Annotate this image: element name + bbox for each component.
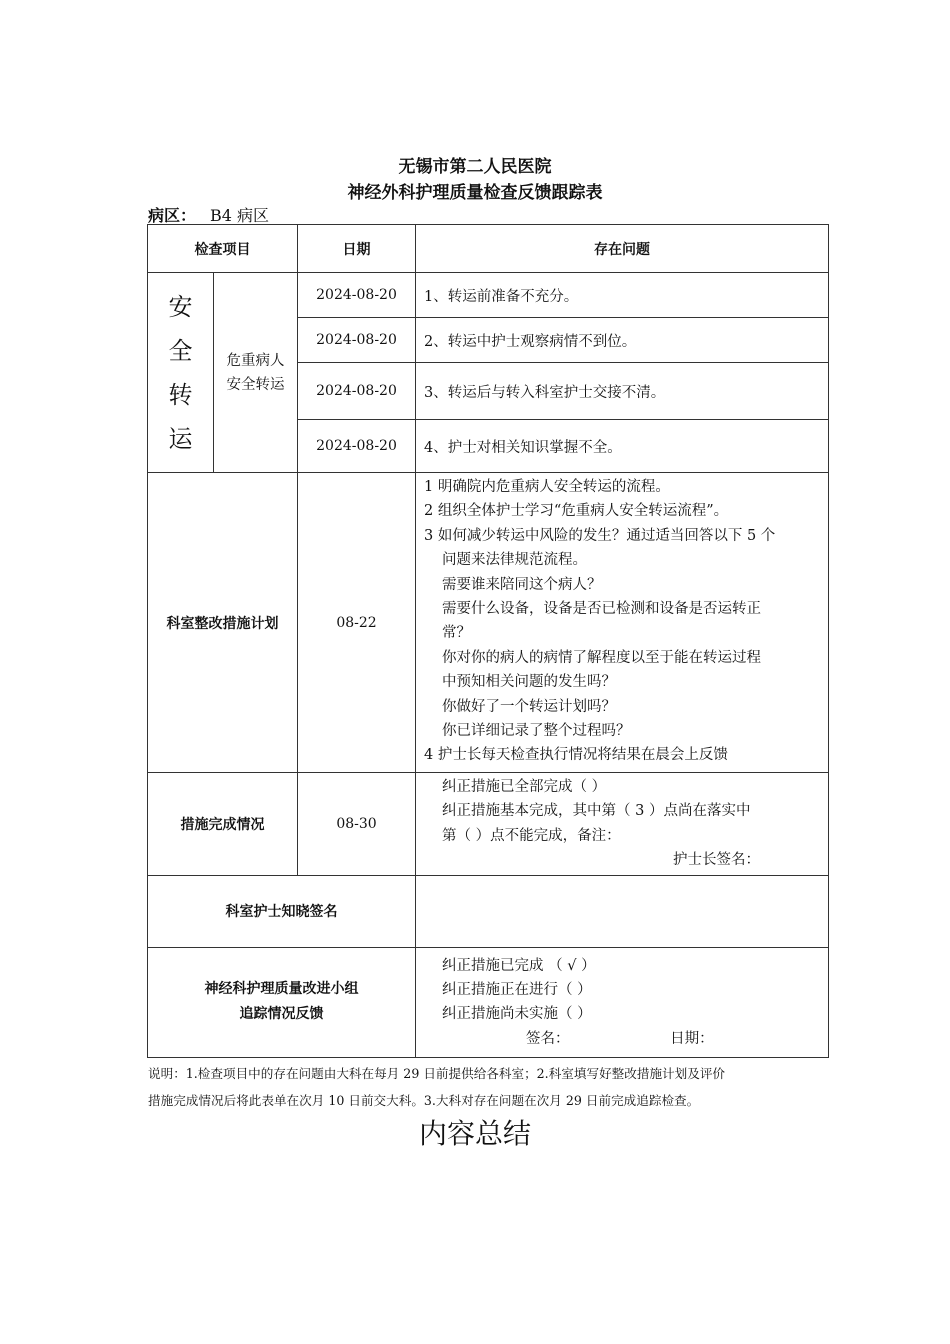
feedback-line: 纠正措施已完成 （ √ ） bbox=[442, 957, 596, 974]
category-char: 全 bbox=[168, 336, 193, 365]
completion-line: 纠正措施基本完成，其中第（ 3 ）点尚在落实中 bbox=[442, 803, 751, 820]
nurse-sign-label: 科室护士知晓签名 bbox=[148, 875, 416, 947]
plan-line: 你已详细记录了整个过程吗？ bbox=[442, 723, 631, 740]
plan-line: 你做好了一个转运计划吗？ bbox=[442, 698, 616, 715]
problem-date: 2024-08-20 bbox=[298, 420, 416, 473]
problem-date: 2024-08-20 bbox=[298, 273, 416, 318]
category-main bbox=[148, 273, 214, 473]
plan-line: 需要什么设备，设备是否已检测和设备是否运转正 bbox=[442, 601, 761, 618]
summary-heading: 内容总结 bbox=[418, 1117, 531, 1150]
category-char: 转 bbox=[168, 380, 193, 409]
hospital-name: 无锡市第二人民医院 bbox=[398, 157, 552, 177]
plan-line: 4 护士长每天检查执行情况将结果在晨会上反馈 bbox=[424, 747, 728, 764]
ward-label: 病区： bbox=[148, 206, 197, 225]
head-nurse-signature: 护士长签名： bbox=[673, 852, 760, 869]
completion-line: 第（ ）点不能完成，备注： bbox=[442, 827, 621, 844]
header-problem: 存在问题 bbox=[416, 225, 829, 273]
feedback-line: 纠正措施尚未实施（ ） bbox=[442, 1006, 592, 1023]
category-sub bbox=[214, 273, 298, 473]
header-date: 日期 bbox=[298, 225, 416, 273]
problem-text: 2、转运中护士观察病情不到位。 bbox=[416, 318, 829, 363]
problem-text: 4、护士对相关知识掌握不全。 bbox=[416, 420, 829, 473]
plan-date: 08-22 bbox=[298, 473, 416, 773]
feedback-line: 纠正措施正在进行（ ） bbox=[442, 982, 592, 999]
category-sub-line: 安全转运 bbox=[226, 376, 285, 393]
completion-date: 08-30 bbox=[298, 773, 416, 876]
footnote bbox=[148, 1060, 828, 1114]
category-char: 安 bbox=[168, 292, 193, 321]
plan-content bbox=[416, 473, 829, 773]
problem-date: 2024-08-20 bbox=[298, 363, 416, 420]
problem-date: 2024-08-20 bbox=[298, 318, 416, 363]
header-item: 检查项目 bbox=[148, 225, 298, 273]
completion-content bbox=[416, 773, 829, 876]
plan-label: 科室整改措施计划 bbox=[148, 473, 298, 773]
completion-line: 纠正措施已全部完成（ ） bbox=[442, 779, 607, 795]
plan-line: 2 组织全体护士学习“危重病人安全转运流程”。 bbox=[424, 503, 729, 520]
problem-text: 3、转运后与转入科室护士交接不清。 bbox=[416, 363, 829, 420]
plan-line: 常？ bbox=[442, 625, 471, 642]
problem-text: 1、转运前准备不充分。 bbox=[416, 273, 829, 318]
feedback-signature: 签名： bbox=[526, 1030, 570, 1047]
feedback-date: 日期： bbox=[670, 1030, 714, 1047]
category-sub-line: 危重病人 bbox=[226, 352, 285, 369]
plan-line: 问题来法律规范流程。 bbox=[442, 552, 587, 569]
plan-line: 中预知相关问题的发生吗？ bbox=[442, 674, 616, 691]
feedback-label bbox=[148, 947, 416, 1057]
nurse-sign-field[interactable] bbox=[416, 875, 829, 947]
plan-line: 需要谁来陪同这个病人？ bbox=[442, 576, 602, 593]
feedback-label-line: 神经科护理质量改进小组 bbox=[204, 981, 359, 998]
completion-label: 措施完成情况 bbox=[148, 773, 298, 876]
plan-line: 3 如何减少转运中风险的发生？通过适当回答以下 5 个 bbox=[424, 527, 776, 544]
ward-value: B4 病区 bbox=[210, 206, 270, 225]
form-title: 神经外科护理质量检查反馈跟踪表 bbox=[347, 183, 603, 203]
feedback-table bbox=[147, 224, 829, 1058]
feedback-label-line: 追踪情况反馈 bbox=[239, 1006, 324, 1023]
plan-line: 你对你的病人的病情了解程度以至于能在转运过程 bbox=[442, 649, 761, 666]
ward-line bbox=[148, 203, 269, 226]
category-char: 运 bbox=[168, 424, 193, 453]
footnote-line: 措施完成情况后将此表单在次月 10 日前交大科。3.大科对存在问题在次月 29 日前完成追踪检查。 bbox=[148, 1093, 700, 1108]
feedback-content bbox=[416, 947, 829, 1057]
feedback-sign-row bbox=[442, 1027, 822, 1051]
footnote-line: 说明：1.检查项目中的存在问题由大科在每月 29 日前提供给各科室；2.科室填写好整改措施计划及评价 bbox=[148, 1066, 726, 1081]
plan-line: 1 明确院内危重病人安全转运的流程。 bbox=[424, 479, 670, 495]
